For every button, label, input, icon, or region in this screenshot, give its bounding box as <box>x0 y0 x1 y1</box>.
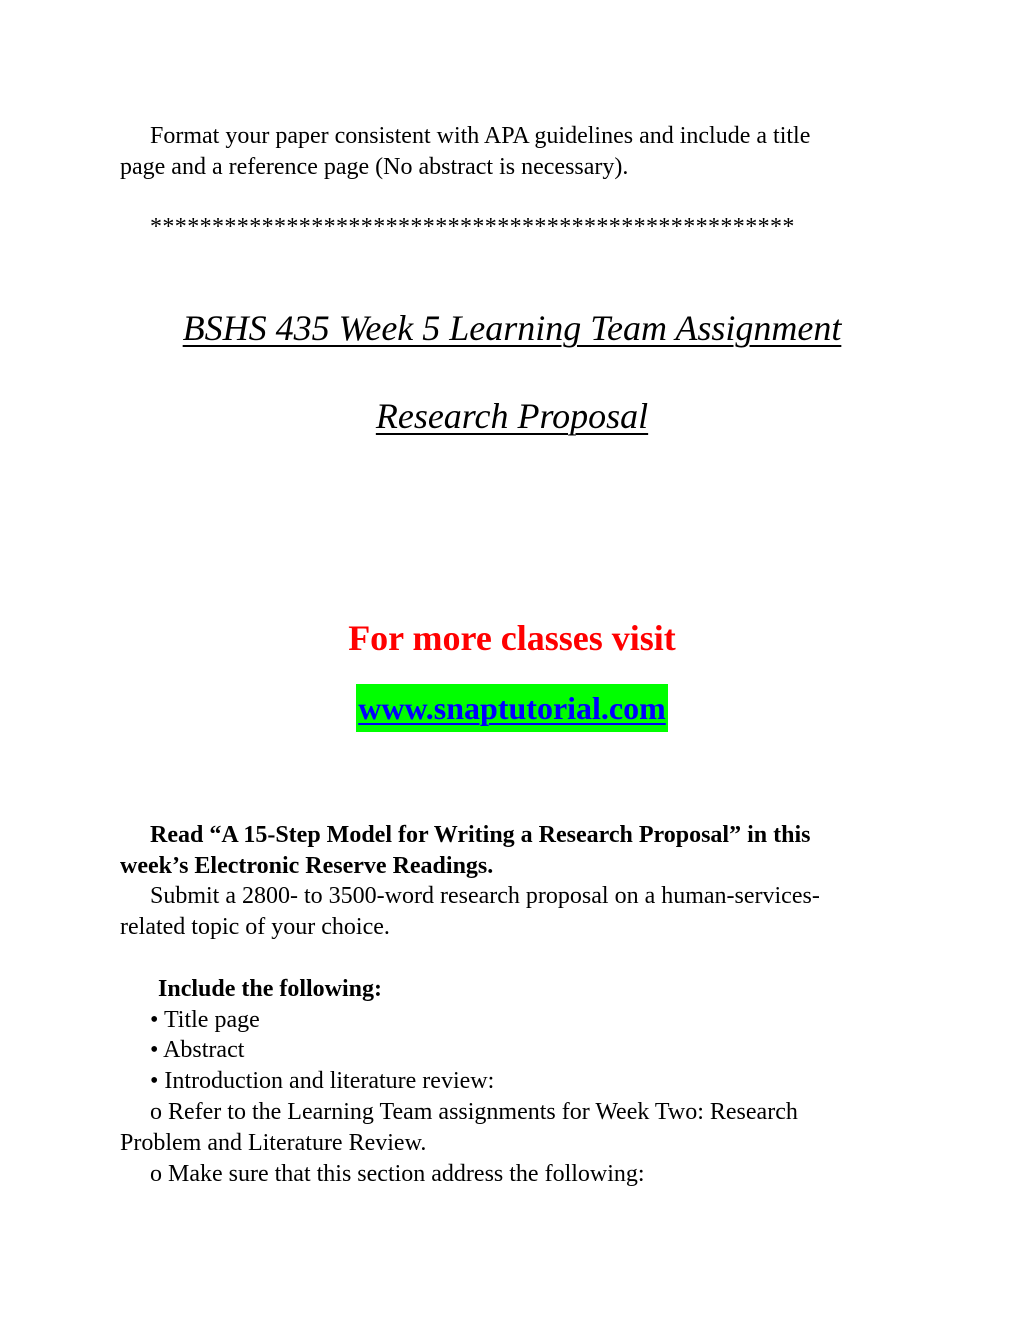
sub-item-refer-line-2: Problem and Literature Review. <box>120 1130 427 1156</box>
separator-asterisks: **************************************************** <box>150 214 795 240</box>
list-item-introduction: • Introduction and literature review: <box>150 1068 495 1094</box>
list-item-title-page: • Title page <box>150 1007 260 1033</box>
site-link-container <box>0 684 1024 732</box>
promo-text: For more classes visit <box>348 618 676 658</box>
include-heading: Include the following: <box>158 976 383 1002</box>
reading-instruction-line-1: Read “A 15-Step Model for Writing a Research Proposal” in this <box>150 822 811 848</box>
reading-instruction-line-2: week’s Electronic Reserve Readings. <box>120 853 494 879</box>
assignment-title: BSHS 435 Week 5 Learning Team Assignment <box>182 308 842 348</box>
sub-item-address: o Make sure that this section address the following: <box>150 1161 645 1187</box>
sub-item-refer-line-1: o Refer to the Learning Team assignments for Week Two: Research <box>150 1099 798 1125</box>
snaptutorial-link[interactable]: www.snaptutorial.com <box>356 684 668 732</box>
submit-instruction-line-1: Submit a 2800- to 3500-word research proposal on a human-services- <box>150 883 820 909</box>
assignment-subtitle: Research Proposal <box>375 396 649 436</box>
submit-instruction-line-2: related topic of your choice. <box>120 914 390 940</box>
format-instruction-line-2: page and a reference page (No abstract is necessary). <box>120 154 629 180</box>
list-item-abstract: • Abstract <box>150 1037 245 1063</box>
format-instruction-line-1: Format your paper consistent with APA guidelines and include a title <box>150 123 811 149</box>
